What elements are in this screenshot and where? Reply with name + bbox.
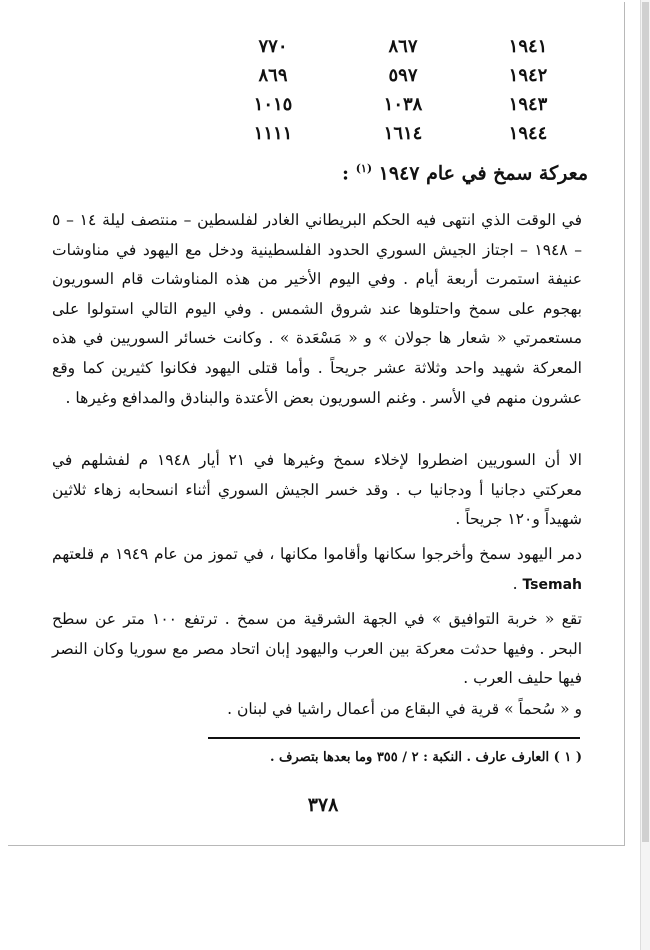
paragraph-3 xyxy=(52,540,582,600)
section-heading xyxy=(342,162,588,184)
year-table xyxy=(8,36,624,146)
table-row xyxy=(8,36,624,64)
scrollbar-thumb[interactable] xyxy=(642,2,649,842)
value-cell: ١١١١ xyxy=(253,123,293,144)
paragraph-2: الا أن السوريين اضطروا لإخلاء سمخ وغيرها في ٢١ أيار ١٩٤٨ م لفشلهم في معركتي دجانيا أ ودجانيا ب . وقد خسر الجيش السوري أثناء انسحابه زهاء ثلاثين شهيداً و١٢٠ جريحاً . xyxy=(52,451,582,529)
year-cell: ١٩٤١ xyxy=(508,36,548,57)
book-page xyxy=(8,2,625,846)
paragraph-1: في الوقت الذي انتهى فيه الحكم البريطاني الغادر لفلسطين – منتصف ليلة ١٤ – ٥ – ١٩٤٨ – اجتاز الجيش السوري الحدود الفلسطينية ودخل مع اليهود في مناوشات عنيفة استمرت أربعة أيام . وفي اليوم الأخير من هذه المناوشات قام السوريون بهجوم على سمخ واحتلوها عند شروق الشمس . وفي اليوم التالي استولوا على مستعمرتي « شعار ها جولان » و « مَسْعَدة » . وكانت خسائر السوريين في هذه المعركة شهيد واحد وثلاثة عشر جريحاً . وأما قتلى اليهود فكانوا كثيرين كما وقع عشرون منهم في الأسر . وغنم السوريون بعض الأعتدة والبنادق والمدافع وغيرها . xyxy=(52,211,582,407)
footnote-divider xyxy=(208,737,580,739)
paragraph-5: و « سُحماً » قرية في البقاع من أعمال راشيا في لبنان . xyxy=(227,700,582,718)
paragraph-3-text: دمر اليهود سمخ وأخرجوا سكانها وأقاموا مكانها ، في تموز من عام ١٩٤٩ م قلعتهم xyxy=(52,545,582,563)
paragraph-3-end: . xyxy=(512,574,518,593)
heading-title: معركة سمخ في عام ١٩٤٧ xyxy=(378,162,588,185)
footnote-ref: (١) xyxy=(355,162,373,175)
vertical-scrollbar[interactable] xyxy=(640,0,650,950)
paragraph-3-latin: Tsemah xyxy=(522,576,582,593)
year-cell: ١٩٤٣ xyxy=(508,94,548,115)
value-cell: ٧٧٠ xyxy=(258,36,288,57)
value-cell: ٨٦٩ xyxy=(258,65,288,86)
footnote: ( ١ ) العارف عارف . النكبة : ٢ / ٣٥٥ وما بعدها بتصرف . xyxy=(269,750,582,765)
table-row xyxy=(8,65,624,93)
value-cell: ١٦١٤ xyxy=(383,123,423,144)
year-cell: ١٩٤٤ xyxy=(508,123,548,144)
year-cell: ١٩٤٢ xyxy=(508,65,548,86)
value-cell: ١٠١٥ xyxy=(253,94,293,115)
value-cell: ٨٦٧ xyxy=(388,36,418,57)
value-cell: ٥٩٧ xyxy=(388,65,418,86)
table-row xyxy=(8,94,624,122)
table-row xyxy=(8,123,624,151)
heading-colon: : xyxy=(342,162,350,185)
value-cell: ١٠٣٨ xyxy=(383,94,423,115)
paragraph-4: تقع « خربة التوافيق » في الجهة الشرقية من سمخ . ترتفع ١٠٠ متر عن سطح البحر . وفيها حدثت معركة بين العرب واليهود إبان اتحاد مصر مع سوريا وكان النصر فيها حليف العرب . xyxy=(52,610,582,688)
page-number: ٣٧٨ xyxy=(307,794,339,816)
